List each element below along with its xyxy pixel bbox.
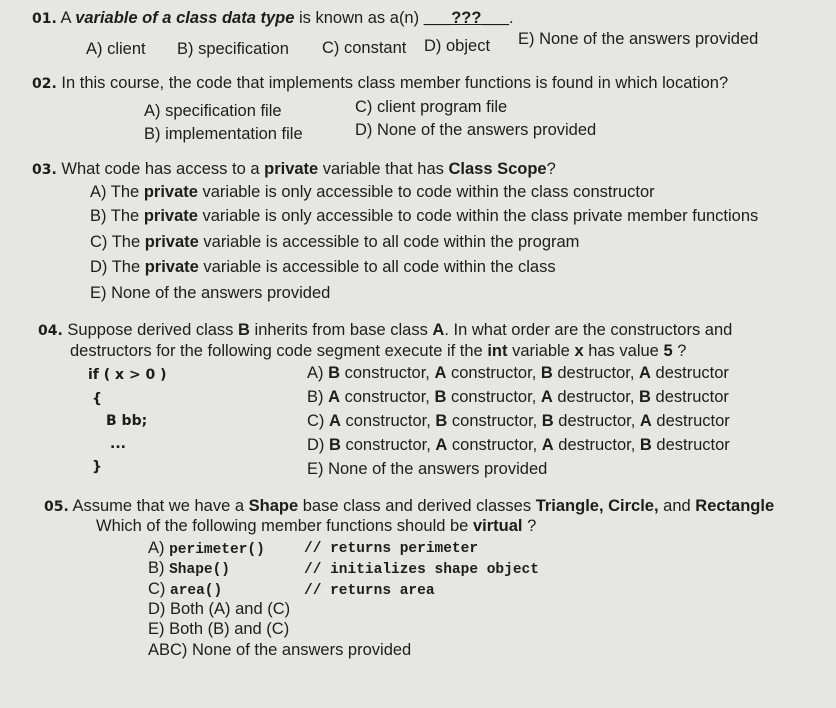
code-comment: // returns area xyxy=(304,583,435,599)
answer-option: A) B constructor, A constructor, B destructor, A destructor xyxy=(307,364,729,382)
answer-option: E) None of the answers provided xyxy=(307,460,548,478)
question-emphasis: variable of a class data type xyxy=(75,9,295,27)
code-snippet: area() xyxy=(170,583,223,599)
answer-option: E) Both (B) and (C) xyxy=(148,620,290,638)
answer-option: B) Shape() xyxy=(148,559,231,578)
answer-option: D) Both (A) and (C) xyxy=(148,600,291,618)
answer-option: C) A constructor, B constructor, B destructor, A destructor xyxy=(307,412,730,430)
answer-option: C) area() xyxy=(148,580,223,599)
answer-option: D) The private variable is accessible to all code within the class xyxy=(90,258,556,276)
question-number: 02. xyxy=(32,76,57,92)
answer-blank: ___???___ xyxy=(423,9,509,27)
code-snippet: perimeter() xyxy=(169,542,265,558)
answer-option: A) The private variable is only accessible to code within the class constructor xyxy=(90,183,655,201)
question-04-stem: 04. Suppose derived class B inherits from base class A. In what order are the constructors and xyxy=(38,321,733,339)
answer-option: B) specification xyxy=(177,40,289,58)
answer-option: D) None of the answers provided xyxy=(355,121,597,139)
answer-option: C) constant xyxy=(322,39,407,57)
code-line: } xyxy=(92,459,102,475)
question-05-stem: 05. Assume that we have a Shape base class and derived classes Triangle, Circle, and Rectangle xyxy=(44,497,775,515)
answer-option: E) None of the answers provided xyxy=(90,284,331,302)
question-number: 03. xyxy=(32,162,57,178)
answer-option: C) client program file xyxy=(355,98,508,116)
code-comment: // initializes shape object xyxy=(304,562,539,578)
answer-option: A) specification file xyxy=(144,102,282,120)
question-02-stem: 02. In this course, the code that implements class member functions is found in which location? xyxy=(32,74,729,92)
code-comment: // returns perimeter xyxy=(304,541,479,557)
answer-option: A) client xyxy=(86,40,146,58)
answer-option: A) perimeter() xyxy=(148,539,265,558)
answer-option: B) The private variable is only accessible to code within the class private member functions xyxy=(90,207,759,225)
answer-option: E) None of the answers provided xyxy=(518,30,759,48)
code-line: B bb; xyxy=(106,413,148,429)
answer-option: B) A constructor, B constructor, A destructor, B destructor xyxy=(307,388,729,406)
question-number: 05. xyxy=(44,499,69,515)
question-01-stem: 01. A variable of a class data type is known as a(n) ___???___. xyxy=(32,9,514,27)
code-line: if ( x > 0 ) xyxy=(88,367,167,383)
answer-option: D) object xyxy=(424,37,491,55)
question-05-stem-line2: Which of the following member functions should be virtual ? xyxy=(96,517,537,535)
answer-option: C) The private variable is accessible to all code within the program xyxy=(90,233,580,251)
question-04-stem-line2: destructors for the following code segment execute if the int variable x has value 5 ? xyxy=(70,342,687,360)
code-line: { xyxy=(92,391,102,407)
question-03-stem: 03. What code has access to a private variable that has Class Scope? xyxy=(32,160,556,178)
answer-option: ABC) None of the answers provided xyxy=(148,641,412,659)
answer-option: D) B constructor, A constructor, A destructor, B destructor xyxy=(307,436,730,454)
code-line: ... xyxy=(110,436,126,452)
answer-option: B) implementation file xyxy=(144,125,303,143)
code-snippet: Shape() xyxy=(169,562,231,578)
question-number: 01. xyxy=(32,11,57,27)
question-number: 04. xyxy=(38,323,63,339)
